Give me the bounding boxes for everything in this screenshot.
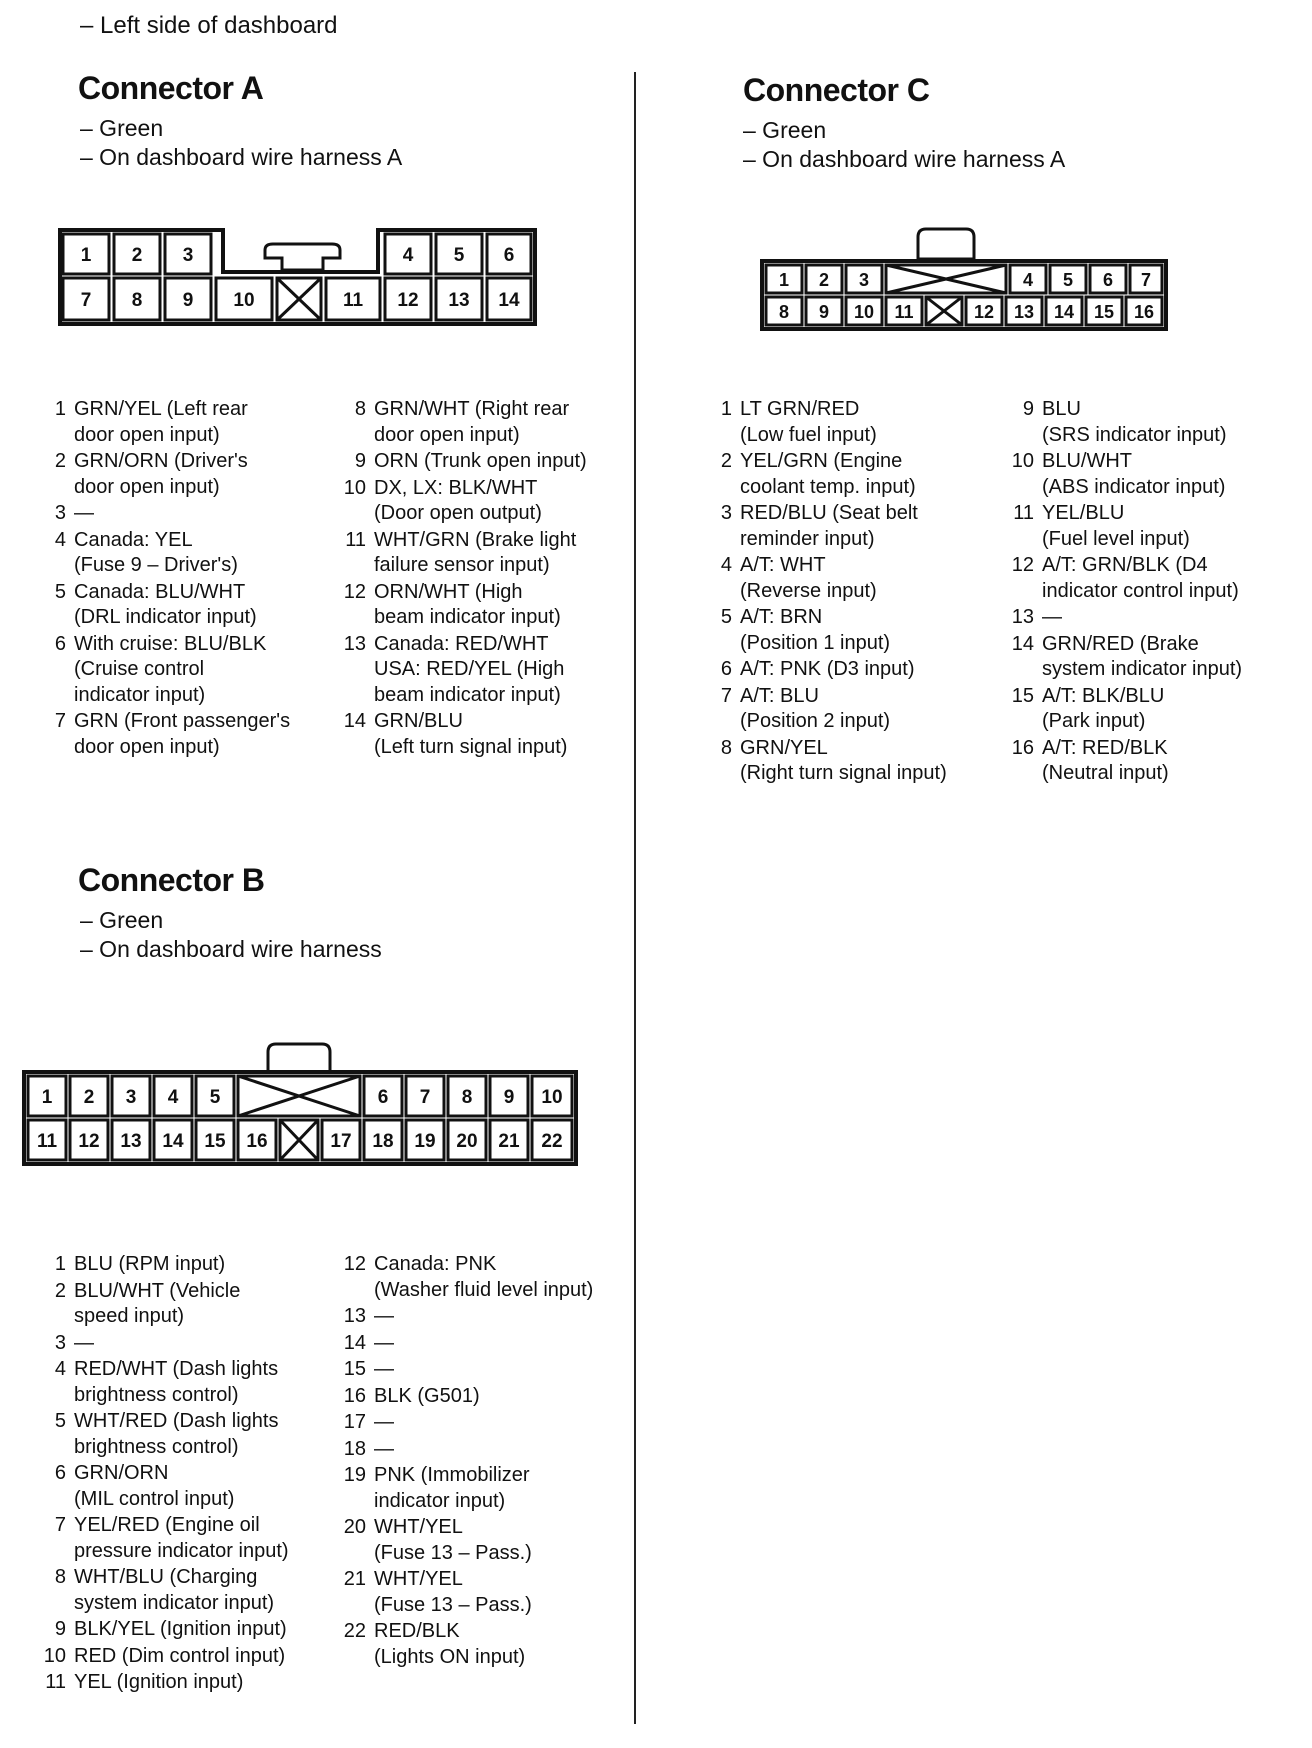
pin-row <box>40 709 340 760</box>
cavity-label: 1 <box>41 1087 53 1108</box>
pin-row <box>706 605 1006 656</box>
cavity-label: 9 <box>818 302 830 322</box>
connector-b-notes <box>80 906 382 964</box>
pin-row <box>40 1409 340 1460</box>
cavity-label: 4 <box>1022 270 1034 290</box>
pin-description: A/T: WHT (Reverse input) <box>740 554 877 602</box>
pin-description: A/T: BLK/BLU (Park input) <box>1042 684 1165 732</box>
pin-number: 14 <box>343 1331 366 1354</box>
pin-row <box>340 1619 630 1670</box>
pin-row <box>40 1644 340 1670</box>
pin-number: 4 <box>720 554 732 576</box>
pin-row <box>340 1463 630 1514</box>
pin-number: 7 <box>54 710 66 732</box>
pin-description: YEL/RED (Engine oil pressure indicator input) <box>74 1514 289 1562</box>
pin-description: — <box>74 502 94 524</box>
connector-c-title: Connector C <box>743 72 930 108</box>
pin-row <box>340 449 630 475</box>
pin-description: GRN/BLU (Left turn signal input) <box>374 710 568 758</box>
pin-row <box>706 501 1006 552</box>
pin-number: 2 <box>54 1279 66 1302</box>
pin-number: 15 <box>1011 684 1034 707</box>
pin-number: 6 <box>54 632 66 655</box>
cavity-label: 2 <box>131 245 143 266</box>
pin-number: 22 <box>343 1620 366 1642</box>
cavity-label: 15 <box>1093 302 1115 322</box>
pin-description: YEL/BLU (Fuel level input) <box>1042 502 1190 550</box>
pin-row <box>340 1437 630 1463</box>
pin-row <box>706 553 1006 604</box>
cavity-label: 14 <box>498 290 520 311</box>
cavity-label: 8 <box>131 290 143 311</box>
pin-number: 9 <box>354 450 366 472</box>
pin-row <box>40 1279 340 1330</box>
pin-description: — <box>1042 606 1062 628</box>
pin-description: — <box>374 1331 394 1354</box>
connector-c-pins-left <box>706 397 1006 788</box>
connector-c-note: – Green <box>743 117 827 143</box>
pin-row <box>1008 684 1308 735</box>
pin-row <box>40 580 340 631</box>
cavity-label: 14 <box>162 1131 184 1152</box>
pin-row <box>340 580 630 631</box>
pin-description: BLU (RPM input) <box>74 1253 226 1275</box>
cavity-label: 5 <box>453 245 465 266</box>
header-note: – Left side of dashboard <box>80 12 338 39</box>
cavity-label: 13 <box>120 1131 142 1152</box>
pin-description: A/T: RED/BLK (Neutral input) <box>1042 736 1169 784</box>
pin-description: WHT/GRN (Brake light failure sensor input) <box>374 528 577 576</box>
cavity-label: 19 <box>414 1131 436 1152</box>
pin-number: 14 <box>1011 632 1034 655</box>
pin-row <box>1008 605 1308 631</box>
pin-number: 1 <box>720 398 732 420</box>
pin-row <box>340 709 630 760</box>
cavity-label: 3 <box>182 245 194 266</box>
pin-description: WHT/RED (Dash lights brightness control) <box>74 1410 279 1458</box>
pin-number: 17 <box>343 1411 366 1433</box>
pin-description: — <box>374 1358 394 1380</box>
pin-row <box>340 1515 630 1566</box>
pin-description: GRN/YEL (Right turn signal input) <box>740 736 947 784</box>
pin-description: A/T: GRN/BLK (D4 indicator control input) <box>1042 554 1239 602</box>
pin-row <box>340 1410 630 1436</box>
pin-description: — <box>74 1331 94 1354</box>
cavity-label: 10 <box>233 290 255 311</box>
pin-number: 16 <box>1011 736 1034 759</box>
pin-description: YEL (Ignition input) <box>74 1671 244 1693</box>
pin-number: 13 <box>343 632 366 655</box>
pin-description: WHT/BLU (Charging system indicator input) <box>74 1566 275 1614</box>
cavity-label: 7 <box>80 290 92 311</box>
cavity-label: 3 <box>125 1087 137 1108</box>
pin-row <box>40 397 340 448</box>
pin-number: 6 <box>54 1462 66 1484</box>
cavity-label: 10 <box>853 302 875 322</box>
pin-number: 7 <box>54 1514 66 1536</box>
pin-description: GRN/ORN (Driver's door open input) <box>74 450 248 498</box>
connector-c-note: – On dashboard wire harness A <box>743 146 1066 172</box>
pin-number: 1 <box>54 398 66 420</box>
cavity-label: 5 <box>1062 270 1074 290</box>
cavity-label: 6 <box>377 1087 389 1108</box>
pin-number: 5 <box>54 1410 66 1432</box>
cavity-label: 13 <box>448 290 470 311</box>
pin-description: WHT/YEL (Fuse 13 – Pass.) <box>374 1568 532 1616</box>
cavity-label: 8 <box>778 302 790 322</box>
pin-row <box>40 1617 340 1643</box>
connector-a-note: – On dashboard wire harness A <box>80 144 403 170</box>
pin-number: 13 <box>1011 606 1034 628</box>
pin-number: 3 <box>54 1331 66 1354</box>
cavity-label: 6 <box>503 245 515 266</box>
pin-number: 11 <box>45 1671 66 1693</box>
pin-row <box>340 1304 630 1330</box>
pin-description: RED/BLK (Lights ON input) <box>374 1620 526 1668</box>
pin-row <box>340 1331 630 1357</box>
pin-row <box>706 397 1006 448</box>
connector-a-title: Connector A <box>78 70 264 106</box>
connector-b-title: Connector B <box>78 862 265 898</box>
pin-number: 4 <box>54 528 66 551</box>
pin-description: A/T: PNK (D3 input) <box>740 658 915 680</box>
pin-number: 5 <box>54 580 66 603</box>
connector-a-pins-right <box>340 397 630 761</box>
pin-row <box>706 657 1006 683</box>
pin-number: 3 <box>720 502 732 524</box>
pin-number: 10 <box>1011 450 1034 472</box>
pin-row <box>340 528 630 579</box>
pin-description: ORN/WHT (High beam indicator input) <box>374 580 561 628</box>
pin-row <box>40 1670 340 1696</box>
pin-description: BLK/YEL (Ignition input) <box>74 1618 287 1640</box>
pin-row <box>340 1567 630 1618</box>
pin-row <box>40 528 340 579</box>
pin-row <box>40 632 340 709</box>
pin-description: RED/BLU (Seat belt reminder input) <box>740 502 918 550</box>
pin-row <box>40 1461 340 1512</box>
pin-row <box>340 397 630 448</box>
cavity-label: 11 <box>342 290 364 311</box>
pin-description: Canada: PNK (Washer fluid level input) <box>374 1253 594 1301</box>
pin-description: — <box>374 1305 394 1327</box>
pin-number: 10 <box>343 476 366 499</box>
pin-row <box>40 501 340 527</box>
pin-description: BLK (G501) <box>374 1384 480 1407</box>
pin-row <box>340 1357 630 1383</box>
pin-number: 18 <box>343 1437 366 1460</box>
cavity-label: 16 <box>1133 302 1155 322</box>
pin-number: 11 <box>1013 502 1034 524</box>
pin-number: 8 <box>54 1566 66 1588</box>
pin-number: 8 <box>354 398 366 420</box>
pin-number: 7 <box>720 684 732 707</box>
pin-row <box>1008 449 1308 500</box>
pin-description: A/T: BLU (Position 2 input) <box>740 684 891 732</box>
cavity-label: 18 <box>372 1131 394 1152</box>
pin-row <box>40 449 340 500</box>
cavity-label: 16 <box>246 1131 268 1152</box>
pin-number: 12 <box>343 580 366 603</box>
pin-number: 5 <box>720 606 732 628</box>
pin-description: PNK (Immobilizer indicator input) <box>374 1464 530 1512</box>
connector-c-pins-right <box>1008 397 1308 788</box>
pin-number: 19 <box>343 1464 366 1486</box>
cavity-label: 12 <box>397 290 419 311</box>
pin-row <box>40 1565 340 1616</box>
cavity-label: 5 <box>209 1087 221 1108</box>
pin-description: GRN/ORN (MIL control input) <box>74 1462 235 1510</box>
pin-description: GRN (Front passenger's door open input) <box>74 710 291 758</box>
pin-description: Canada: YEL (Fuse 9 – Driver's) <box>74 528 238 576</box>
pin-description: A/T: BRN (Position 1 input) <box>740 606 891 654</box>
pin-description: With cruise: BLU/BLK (Cruise control indicator input) <box>74 632 267 706</box>
pin-row <box>1008 553 1308 604</box>
pin-row <box>706 449 1006 500</box>
pin-number: 9 <box>54 1618 66 1640</box>
pin-description: GRN/WHT (Right rear door open input) <box>374 398 570 446</box>
cavity-label: 1 <box>80 245 92 266</box>
pin-row <box>706 736 1006 787</box>
pin-description: YEL/GRN (Engine coolant temp. input) <box>740 450 916 498</box>
connector-c-diagram <box>760 225 1170 335</box>
cavity-label: 12 <box>78 1131 100 1152</box>
pin-number: 6 <box>720 658 732 680</box>
cavity-label: 13 <box>1013 302 1035 322</box>
pin-description: BLU/WHT (ABS indicator input) <box>1042 450 1226 498</box>
connector-c-notes <box>743 116 1065 174</box>
pin-description: — <box>374 1411 394 1433</box>
pin-row <box>1008 632 1308 683</box>
connector-b-note: – Green <box>80 907 164 933</box>
pin-row <box>706 684 1006 735</box>
cavity-label: 21 <box>498 1131 520 1152</box>
cavity-label: 14 <box>1053 302 1075 322</box>
connector-b-diagram <box>22 1040 582 1170</box>
pin-description: GRN/RED (Brake system indicator input) <box>1042 632 1243 680</box>
pin-description: BLU (SRS indicator input) <box>1042 398 1227 446</box>
pin-row <box>340 632 630 709</box>
cavity-label: 2 <box>818 270 830 290</box>
cavity-label: 3 <box>858 270 870 290</box>
cavity-label: 20 <box>456 1131 478 1152</box>
connector-a-diagram <box>55 222 555 332</box>
pin-description: Canada: BLU/WHT (DRL indicator input) <box>74 580 257 628</box>
pin-description: ORN (Trunk open input) <box>374 450 587 472</box>
connector-a-notes <box>80 114 402 172</box>
cavity-label: 10 <box>541 1087 563 1108</box>
cavity-label: 17 <box>330 1131 352 1152</box>
pin-row <box>340 1252 630 1303</box>
cavity-label: 11 <box>36 1131 58 1152</box>
cavity-label: 6 <box>1102 270 1114 290</box>
pin-number: 14 <box>343 710 366 732</box>
pin-number: 2 <box>54 450 66 472</box>
pin-number: 12 <box>343 1253 366 1275</box>
connector-a-note: – Green <box>80 115 164 141</box>
pin-row <box>40 1357 340 1408</box>
pin-description: DX, LX: BLK/WHT (Door open output) <box>374 476 542 524</box>
pin-number: 21 <box>343 1568 366 1590</box>
pin-number: 2 <box>720 450 732 472</box>
cavity-label: 9 <box>182 290 194 311</box>
connector-b-pins-left <box>40 1252 340 1697</box>
cavity-label: 9 <box>503 1087 515 1108</box>
cavity-label: 15 <box>204 1131 226 1152</box>
pin-description: GRN/YEL (Left rear door open input) <box>74 398 248 446</box>
cavity-label: 7 <box>1140 270 1152 290</box>
pin-number: 15 <box>343 1358 366 1380</box>
pin-row <box>1008 397 1308 448</box>
pin-number: 9 <box>1022 398 1034 420</box>
cavity-label: 4 <box>167 1087 179 1108</box>
connector-b-note: – On dashboard wire harness <box>80 936 382 962</box>
pin-row <box>40 1331 340 1357</box>
cavity-label: 22 <box>541 1131 563 1152</box>
pin-row <box>340 1384 630 1410</box>
pin-number: 12 <box>1011 554 1034 576</box>
pin-description: — <box>374 1437 394 1460</box>
pin-row <box>40 1513 340 1564</box>
pin-description: WHT/YEL (Fuse 13 – Pass.) <box>374 1516 532 1564</box>
cavity-label: 12 <box>973 302 995 322</box>
cavity-label: 7 <box>419 1087 431 1108</box>
pin-description: RED/WHT (Dash lights brightness control) <box>74 1358 279 1406</box>
pin-description: Canada: RED/WHT USA: RED/YEL (High beam indicator input) <box>374 632 565 706</box>
cavity-label: 2 <box>83 1087 95 1108</box>
column-divider <box>634 72 636 1724</box>
pin-number: 16 <box>343 1384 366 1407</box>
pin-row <box>40 1252 340 1278</box>
connector-a-pins-left <box>40 397 340 761</box>
pin-row <box>340 476 630 527</box>
pin-number: 3 <box>54 502 66 524</box>
cavity-label: 8 <box>461 1087 473 1108</box>
pin-description: RED (Dim control input) <box>74 1644 286 1667</box>
pin-number: 20 <box>343 1516 366 1538</box>
cavity-label: 1 <box>778 270 790 290</box>
pin-description: LT GRN/RED (Low fuel input) <box>740 398 877 446</box>
pin-number: 13 <box>343 1305 366 1327</box>
pin-row <box>1008 736 1308 787</box>
cavity-label: 11 <box>894 302 914 322</box>
pin-number: 1 <box>54 1253 66 1275</box>
pin-description: BLU/WHT (Vehicle speed input) <box>74 1279 241 1327</box>
pin-number: 4 <box>54 1358 66 1380</box>
cavity-label: 4 <box>402 245 414 266</box>
connector-b-pins-right <box>340 1252 630 1671</box>
pin-number: 8 <box>720 736 732 759</box>
pin-number: 10 <box>43 1644 66 1667</box>
pin-number: 11 <box>345 528 366 551</box>
pin-row <box>1008 501 1308 552</box>
